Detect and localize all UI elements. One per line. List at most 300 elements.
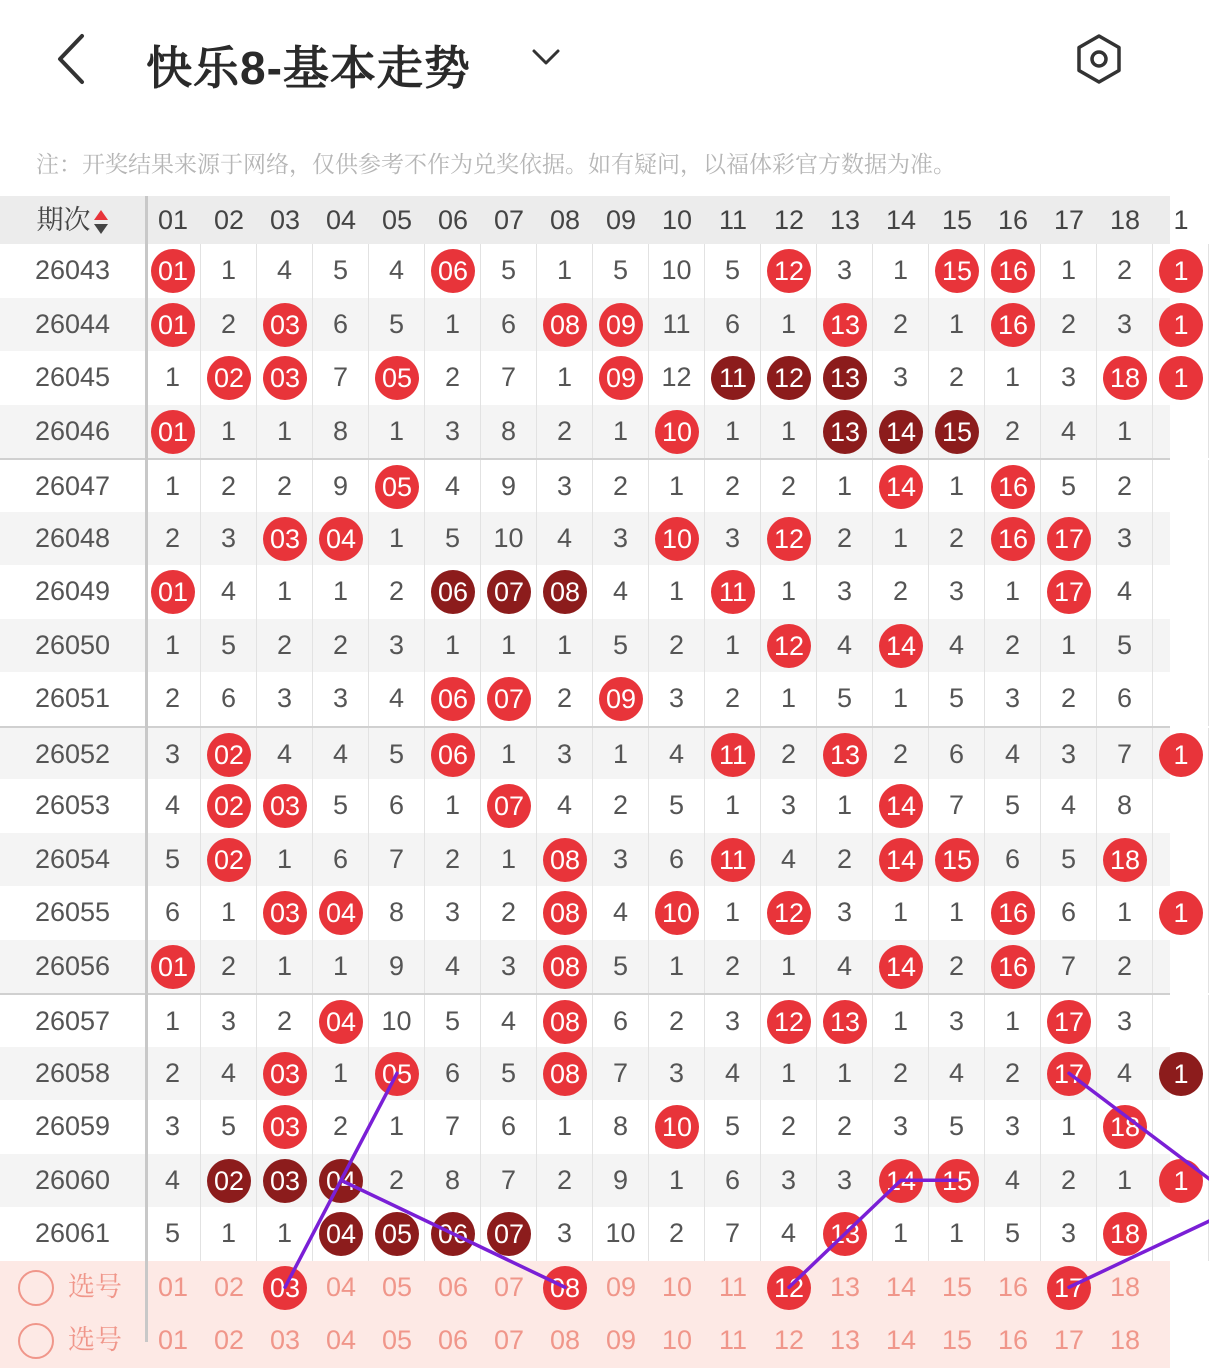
drawn-number-ball: 10 [655,1105,699,1149]
select-cell[interactable]: 17 [1053,1325,1085,1355]
drawn-number-ball: 03 [263,784,307,828]
issue-sort-header[interactable] [0,196,145,244]
number-cell: 2 [537,1154,593,1208]
number-cell: 3 [537,728,593,782]
select-cell[interactable]: 13 [829,1271,861,1302]
number-cell: 3 [201,512,257,566]
number-cell: 2 [985,1047,1041,1101]
number-cell: 3 [761,779,817,833]
number-cell: 1 [425,619,481,673]
number-cell: 5 [929,672,985,726]
number-cell: 10 [481,512,537,566]
number-cell [929,405,985,459]
number-cell: 6 [1041,886,1097,940]
number-cell: 1 [705,779,761,833]
number-cell [145,405,201,459]
drawn-number-ball: 16 [991,945,1035,989]
drawn-number-ball[interactable]: 12 [767,1266,811,1310]
drawn-number-ball: 13 [823,303,867,347]
number-cell: 2 [537,405,593,459]
number-cell: 4 [257,244,313,298]
drawn-number-ball: 11 [711,733,755,777]
number-cell: 12 [649,351,705,405]
number-cell: 5 [1041,833,1097,887]
number-cell [873,405,929,459]
number-cell [873,1154,929,1208]
number-cell [593,672,649,726]
drawn-number-ball: 17 [1047,1052,1091,1096]
number-cell [1097,1100,1153,1154]
number-cell: 5 [1041,460,1097,514]
chevron-down-icon[interactable] [530,44,562,70]
number-cell: 9 [369,940,425,994]
drawn-number-ball: 02 [207,733,251,777]
number-cell: 9 [481,460,537,514]
select-cell[interactable]: 04 [325,1325,357,1355]
select-radio[interactable] [18,1270,54,1306]
drawn-number-ball: 14 [879,945,923,989]
consecutive-number-ball: 12 [767,356,811,400]
number-cell: 1 [313,1047,369,1101]
number-cell: 2 [313,619,369,673]
column-header: 10 [661,205,693,235]
column-header: 05 [381,205,413,235]
issue-number: 26050 [34,629,111,660]
select-cell[interactable] [1153,1314,1209,1368]
select-cell[interactable]: 02 [213,1325,245,1355]
number-cell: 5 [817,672,873,726]
select-row-label[interactable]: 选号 [68,1271,122,1302]
issue-number: 26054 [34,843,111,874]
select-cell[interactable] [1153,1261,1209,1315]
column-header: 12 [773,205,805,235]
number-cell: 4 [201,565,257,619]
drawn-number-ball[interactable]: 03 [263,1266,307,1310]
drawn-number-ball: 09 [599,356,643,400]
number-cell: 2 [481,886,537,940]
issue-number: 26047 [34,471,111,501]
number-cell: 3 [313,672,369,726]
select-cell[interactable]: 15 [941,1325,973,1355]
number-cell: 9 [593,1154,649,1208]
number-cell: 4 [593,565,649,619]
consecutive-number-ball: 13 [823,410,867,454]
number-cell: 4 [761,833,817,887]
number-cell: 2 [761,460,817,514]
number-cell: 6 [705,1154,761,1208]
number-cell [761,244,817,298]
number-cell: 2 [649,995,705,1049]
number-cell: 3 [1097,995,1153,1049]
number-cell: 5 [313,244,369,298]
number-cell [985,940,1041,994]
drawn-number-ball: 16 [991,517,1035,561]
select-cell[interactable]: 09 [605,1325,637,1355]
number-cell [1153,565,1209,619]
table-row [0,1047,1189,1101]
number-cell: 6 [481,1100,537,1154]
number-cell: 3 [1041,728,1097,782]
page-title[interactable]: 快乐8-基本走势 [146,42,471,94]
number-cell: 8 [369,886,425,940]
number-cell: 3 [593,512,649,566]
number-cell: 3 [873,351,929,405]
number-cell [817,728,873,782]
number-cell [1041,995,1097,1049]
number-cell: 1 [481,833,537,887]
number-cell [537,833,593,887]
number-cell [537,1047,593,1101]
table-row [0,672,1170,726]
number-cell [1153,512,1209,566]
number-cell [1153,460,1209,514]
select-cell[interactable]: 14 [885,1271,917,1302]
select-cell[interactable]: 07 [493,1325,525,1355]
table-row [0,351,1189,405]
number-cell: 5 [593,940,649,994]
number-cell [369,460,425,514]
consecutive-number-ball: 13 [823,356,867,400]
number-cell: 2 [873,1047,929,1101]
number-cell: 3 [145,728,201,782]
select-cell[interactable]: 18 [1109,1271,1141,1302]
number-cell [425,244,481,298]
select-cell[interactable]: 11 [718,1271,748,1302]
table-row [0,244,1189,298]
number-cell [145,940,201,994]
drawn-number-ball: 08 [543,891,587,935]
select-cell[interactable]: 01 [157,1271,189,1302]
number-cell [313,886,369,940]
number-cell: 2 [145,512,201,566]
select-cell[interactable]: 11 [718,1325,748,1355]
number-cell: 6 [1097,672,1153,726]
select-cell[interactable]: 01 [157,1325,189,1355]
number-cell: 6 [593,995,649,1049]
number-cell [1153,995,1209,1049]
number-cell: 3 [873,1100,929,1154]
number-cell [873,460,929,514]
table-row [0,298,1189,352]
select-cell[interactable] [537,1261,593,1315]
number-cell: 2 [201,460,257,514]
drawn-number-ball: 12 [767,517,811,561]
top-bar [0,0,1170,125]
number-cell [1097,351,1153,405]
drawn-number-ball: 1 [1159,249,1203,293]
number-cell [705,728,761,782]
number-cell: 7 [1097,728,1153,782]
number-cell [649,405,705,459]
number-cell: 7 [313,351,369,405]
number-cell [761,512,817,566]
number-cell: 6 [425,1047,481,1101]
number-cell [481,672,537,726]
number-cell: 6 [369,779,425,833]
number-cell [537,940,593,994]
select-cell[interactable]: 02 [213,1271,245,1302]
drawn-number-ball: 06 [431,733,475,777]
number-cell [425,1207,481,1261]
drawn-number-ball: 14 [879,784,923,828]
drawn-number-ball: 09 [599,303,643,347]
consecutive-number-ball: 15 [935,410,979,454]
number-cell: 5 [985,1207,1041,1261]
number-cell: 8 [313,405,369,459]
number-cell: 5 [145,833,201,887]
drawn-number-ball: 04 [319,1000,363,1044]
number-cell: 3 [817,1154,873,1208]
number-cell [257,886,313,940]
drawn-number-ball: 17 [1047,1000,1091,1044]
select-cell[interactable] [761,1261,817,1315]
number-cell: 2 [313,1100,369,1154]
number-cell [257,512,313,566]
number-cell: 2 [817,512,873,566]
number-cell: 1 [369,405,425,459]
select-cell[interactable]: 06 [437,1271,469,1302]
select-cell[interactable] [257,1261,313,1315]
number-cell: 5 [201,619,257,673]
number-cell [537,886,593,940]
select-cell[interactable] [1041,1261,1097,1315]
number-cell [593,351,649,405]
drawn-number-ball: 14 [879,465,923,509]
issue-number: 26048 [34,522,111,553]
number-cell [817,405,873,459]
back-arrow-icon[interactable] [52,30,96,88]
consecutive-number-ball: 03 [263,1159,307,1203]
number-cell [537,995,593,1049]
table-row [0,619,1170,673]
drawn-number-ball: 04 [319,517,363,561]
drawn-number-ball: 08 [543,838,587,882]
number-cell: 6 [985,833,1041,887]
number-cell: 3 [1041,351,1097,405]
drawn-number-ball: 06 [431,249,475,293]
select-cell[interactable]: 12 [773,1325,805,1355]
number-cell: 1 [649,940,705,994]
drawn-number-ball: 12 [767,624,811,668]
number-cell: 1 [761,405,817,459]
select-cell[interactable]: 09 [605,1271,637,1302]
issue-number: 26058 [34,1057,111,1088]
number-cell [985,886,1041,940]
number-cell [929,833,985,887]
number-cell: 1 [929,460,985,514]
select-cell[interactable]: 05 [381,1271,413,1302]
select-cell[interactable]: 15 [941,1271,973,1302]
number-cell: 1 [425,298,481,352]
table-header-row [0,196,1189,244]
number-cell: 2 [257,460,313,514]
number-cell: 4 [929,1047,985,1101]
issue-number: 26060 [34,1164,111,1195]
select-cell[interactable]: 14 [885,1325,917,1355]
number-cell: 4 [145,779,201,833]
number-cell: 1 [873,672,929,726]
select-cell[interactable]: 10 [661,1325,693,1355]
number-cell [1153,1207,1209,1261]
drawn-number-ball: 05 [375,356,419,400]
number-cell [817,995,873,1049]
issue-number: 26051 [34,683,111,713]
number-cell: 1 [1041,1100,1097,1154]
number-cell: 1 [649,1154,705,1208]
number-cell: 7 [593,1047,649,1101]
issue-number: 26046 [34,415,111,446]
column-header: 04 [325,205,357,235]
number-cell: 1 [537,1100,593,1154]
number-cell [425,672,481,726]
select-cell[interactable]: 07 [493,1271,525,1302]
number-cell: 2 [649,619,705,673]
number-cell: 8 [425,1154,481,1208]
select-row-label[interactable]: 选号 [68,1325,122,1355]
number-cell: 1 [257,565,313,619]
number-cell: 1 [145,460,201,514]
number-cell: 3 [537,1207,593,1261]
number-cell [1153,1047,1209,1101]
number-cell: 1 [761,1047,817,1101]
consecutive-number-ball: 08 [543,570,587,614]
drawn-number-ball: 05 [375,465,419,509]
number-cell: 4 [1041,405,1097,459]
number-cell [817,1207,873,1261]
number-cell: 1 [313,565,369,619]
number-cell: 3 [1097,512,1153,566]
number-cell: 2 [425,833,481,887]
number-cell [145,244,201,298]
column-header: 16 [997,205,1029,235]
number-cell: 4 [649,728,705,782]
issue-number: 26045 [34,362,111,392]
select-cell[interactable]: 13 [829,1325,861,1355]
number-cell [1153,619,1209,673]
number-cell: 2 [649,1207,705,1261]
select-cell[interactable]: 06 [437,1325,469,1355]
number-cell: 8 [481,405,537,459]
number-cell: 2 [369,565,425,619]
table-row [0,405,1170,459]
number-cell: 1 [369,1100,425,1154]
number-cell: 4 [369,672,425,726]
number-cell [481,1207,537,1261]
number-cell: 4 [985,728,1041,782]
number-cell [425,565,481,619]
number-cell: 2 [817,1100,873,1154]
column-header: 08 [549,205,581,235]
select-cell[interactable]: 08 [549,1325,581,1355]
select-radio[interactable] [18,1323,54,1359]
number-cell: 2 [985,619,1041,673]
number-cell: 1 [145,995,201,1049]
number-cell: 2 [761,728,817,782]
number-cell: 4 [313,728,369,782]
number-cell [1153,728,1209,782]
column-header: 13 [829,205,861,235]
number-cell: 5 [425,995,481,1049]
select-cell[interactable]: 10 [661,1271,693,1302]
select-cell[interactable]: 04 [325,1271,357,1302]
drawn-number-ball[interactable]: 17 [1047,1266,1091,1310]
number-cell: 5 [369,298,425,352]
number-cell: 2 [1041,298,1097,352]
number-cell: 1 [817,460,873,514]
number-cell: 7 [1041,940,1097,994]
select-cell[interactable]: 03 [269,1325,301,1355]
number-cell: 1 [873,886,929,940]
number-cell: 1 [201,405,257,459]
drawn-number-ball: 08 [543,303,587,347]
number-cell: 1 [257,1207,313,1261]
select-cell[interactable]: 16 [997,1271,1029,1302]
number-cell: 2 [1097,940,1153,994]
drawn-number-ball[interactable]: 08 [543,1266,587,1310]
number-cell: 3 [1041,1207,1097,1261]
drawn-number-ball: 03 [263,303,307,347]
number-cell [929,1154,985,1208]
drawn-number-ball: 03 [263,517,307,561]
number-cell: 4 [593,886,649,940]
select-cell[interactable]: 18 [1109,1325,1141,1355]
number-cell [873,940,929,994]
drawn-number-ball: 15 [935,1159,979,1203]
number-cell: 1 [761,672,817,726]
number-cell [985,244,1041,298]
drawn-number-ball: 08 [543,1052,587,1096]
settings-gear-icon[interactable] [1072,32,1126,86]
drawn-number-ball: 14 [879,624,923,668]
number-cell: 1 [257,833,313,887]
drawn-number-ball: 07 [487,784,531,828]
drawn-number-ball: 04 [319,891,363,935]
drawn-number-ball: 08 [543,945,587,989]
number-cell: 7 [705,1207,761,1261]
number-cell [649,512,705,566]
number-cell [985,512,1041,566]
consecutive-number-ball: 1 [1159,1052,1203,1096]
number-cell: 1 [761,565,817,619]
number-cell [257,779,313,833]
number-cell: 4 [145,1154,201,1208]
select-cell[interactable]: 16 [997,1325,1029,1355]
number-cell: 6 [705,298,761,352]
number-cell: 1 [873,1207,929,1261]
number-cell: 1 [257,405,313,459]
number-cell [873,619,929,673]
number-cell: 4 [929,619,985,673]
number-cell: 7 [481,1154,537,1208]
number-cell: 1 [313,940,369,994]
issue-number: 26044 [34,308,111,339]
drawn-number-ball: 1 [1159,356,1203,400]
drawn-number-ball: 17 [1047,570,1091,614]
number-cell [313,1207,369,1261]
select-cell[interactable]: 05 [381,1325,413,1355]
number-cell: 2 [985,405,1041,459]
number-cell [593,298,649,352]
number-cell: 5 [985,779,1041,833]
number-cell: 4 [537,512,593,566]
number-cell: 2 [873,728,929,782]
column-header: 06 [437,205,469,235]
number-cell: 7 [481,351,537,405]
number-cell [1097,1207,1153,1261]
table-row [0,1100,1170,1154]
drawn-number-ball: 15 [935,249,979,293]
number-cell [929,244,985,298]
